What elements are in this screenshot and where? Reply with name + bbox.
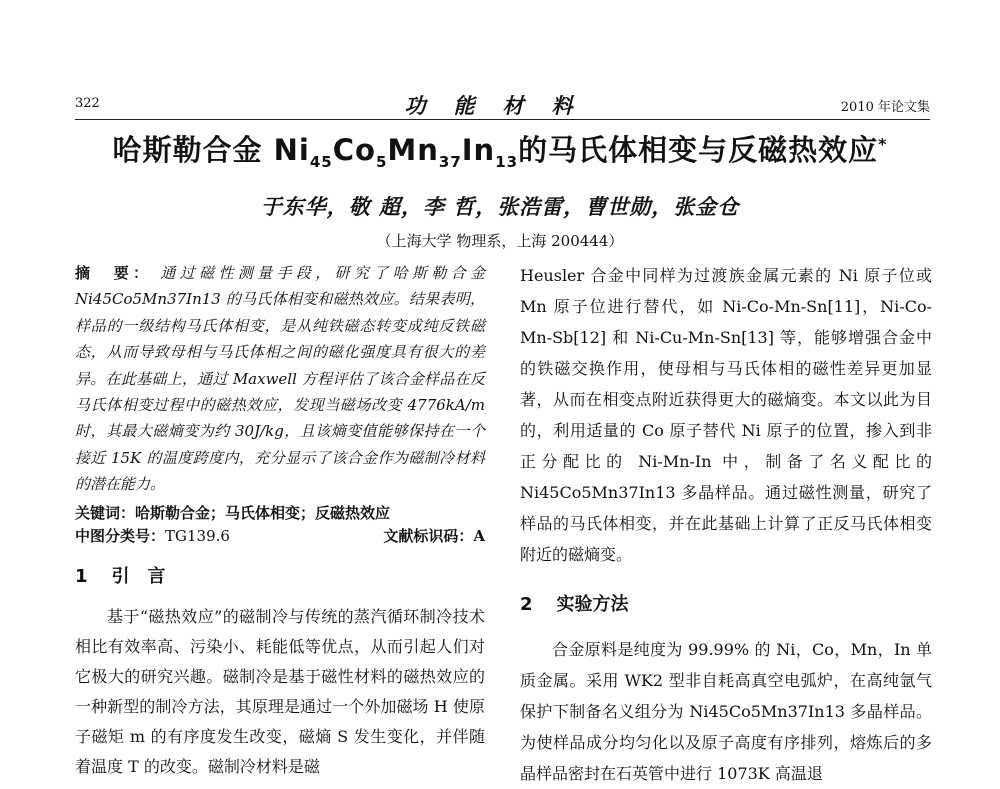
journal-name: 功能材料 [404,93,601,118]
abstract [75,260,485,498]
clc-label: 中图分类号： [75,526,166,545]
abstract-label: 摘 要： [75,264,153,282]
keywords-label: 关键词： [75,503,136,522]
intro-paragraph: 基于“磁热效应”的磁制冷与传统的蒸汽循环制冷技术相比有效率高、污染小、耗能低等优点，从而引起人们对它极大的研究兴趣。磁制冷是基于磁性材料的磁热效应的一种新型的制冷方法，其原理是通过一个外加磁场 H 使原子磁矩 m 的有序度发生改变，磁熵 S 发生变化，并伴随着温度 T 的改变。磁制冷材料是磁 [75,606,485,776]
issue-label: 2010 年论文集 [840,100,930,115]
doc-code-value: A [473,526,485,545]
classification-line [75,525,485,548]
page-number: 322 [75,96,100,111]
left-column [75,260,485,782]
affiliation: （上海大学 物理系，上海 200444） [376,232,624,250]
header-rule [75,119,930,120]
clc-value: TG139.6 [165,526,230,545]
paper-title [0,128,1000,171]
author-list: 于东华，敬 超，李 哲，张浩雷，曹世勋，张金仓 [260,194,740,219]
doc-code-label: 文献标识码： [383,526,474,545]
intro-continued-paragraph: Heusler 合金中同样为过渡族金属元素的 Ni 原子位或 Mn 原子位进行替代，如 Ni-Co-Mn-Sn[11]，Ni-Co-Mn-Sb[12] 和 Ni-Cu-Mn-Sn[13] 等，能够增强合金中的铁磁交换作用，使母相与马氏体相的磁性差异更加显著，从而在相变点附近获得更大的磁熵变。本文以此为目的，利用适量的 Co 原子替代 Ni 原子的位置，掺入到非正分配比的 Ni-Mn-In 中，制备了名义配比的 Ni45Co5Mn37In13 多晶样品。通过磁性测量，研究了样品的马氏体相变，并在此基础上计算了正反马氏体相变附近的磁熵变。 [520,266,932,564]
keywords [75,502,485,525]
section-heading-introduction: 1 引 言 [75,565,166,587]
methods-paragraph: 合金原料是纯度为 99.99% 的 Ni，Co，Mn，In 单质金属。采用 WK2 型非自耗高真空电弧炉，在高纯氩气保护下制备名义组分为 Ni45Co5Mn37In13 多晶样品。为使样品成分均匀化以及原子高度有序排列，熔炼后的多晶样品密封在石英管中进行 1073K 高温退 [520,640,932,783]
title-formula: $Ni_{45}Co_5Mn_{37}In_{13}$ [273,133,519,171]
abstract-text: 通过磁性测量手段，研究了哈斯勒合金 Ni45Co5Mn37In13 的马氏体相变和磁热效应。结果表明，样品的一级结构马氏体相变，是从纯铁磁态转变成纯反铁磁态，从而导致母相与马氏体相之间的磁化强度具有很大的差异。在此基础上，通过 Maxwell 方程评估了该合金样品在反马氏体相变过程中的磁热效应，发现当磁场改变 4776kA/m 时，其最大磁熵变为约 30J/kg，且该熵变值能够保持在一个接近 15K 的温度跨度内，充分显示了该合金作为磁制冷材料的潜在能力。 [75,264,485,494]
running-header [75,93,930,118]
footnote-marker: * [878,134,888,154]
right-column [520,260,932,789]
keywords-value: 哈斯勒合金；马氏体相变；反磁热效应 [135,503,391,522]
section-heading-methods: 2 实验方法 [520,594,629,615]
title-text-before: 哈斯勒合金 [112,133,274,167]
title-text-after: 的马氏体相变与反磁热效应 [518,133,879,167]
